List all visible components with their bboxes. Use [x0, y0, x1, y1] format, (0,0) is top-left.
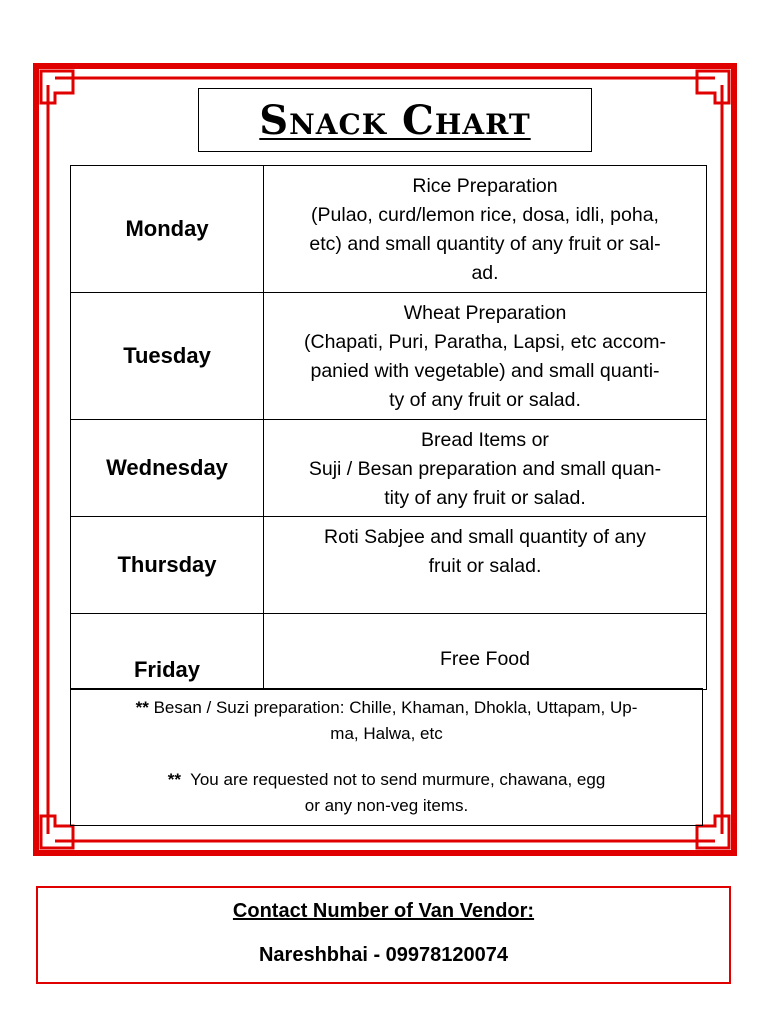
meal-cell — [264, 420, 707, 517]
day-cell: Friday — [71, 614, 264, 690]
meal-line: ad. — [471, 262, 499, 284]
contact-box — [36, 886, 731, 984]
meal-line: tity of any fruit or salad. — [384, 487, 586, 509]
note-text: You are requested not to send murmure, chawana, egg — [190, 770, 606, 789]
note-line: ma, Halwa, etc — [330, 724, 443, 743]
note-text: Besan / Suzi preparation: Chille, Khaman, Dhokla, Uttapam, Up- — [153, 698, 638, 717]
contact-person: Nareshbhai - 09978120074 — [258, 944, 509, 966]
meal-cell — [264, 517, 707, 614]
day-cell: Tuesday — [71, 293, 264, 420]
snack-schedule-table — [70, 165, 707, 690]
day-cell: Monday — [71, 166, 264, 293]
meal-cell — [264, 293, 707, 420]
meal-cell — [264, 166, 707, 293]
day-cell: Thursday — [71, 517, 264, 614]
meal-line: Roti Sabjee and small quantity of any — [324, 526, 646, 548]
meal-line: (Pulao, curd/lemon rice, dosa, idli, poha, — [311, 204, 659, 226]
table-row — [71, 420, 707, 517]
table-row — [71, 614, 707, 690]
meal-line: Bread Items or — [421, 429, 549, 451]
day-cell: Wednesday — [71, 420, 264, 517]
table-row — [71, 166, 707, 293]
meal-cell — [264, 614, 707, 690]
table-row — [71, 293, 707, 420]
note-line: or any non-veg items. — [304, 796, 469, 815]
note-line — [71, 767, 702, 793]
notes-box — [70, 688, 703, 826]
note-marker: ** — [135, 698, 149, 717]
contact-label: Contact Number of Van Vendor: — [232, 900, 535, 922]
meal-line: Rice Preparation — [412, 175, 558, 197]
meal-line: ty of any fruit or salad. — [389, 389, 581, 411]
meal-line: fruit or salad. — [428, 555, 542, 577]
meal-line: panied with vegetable) and small quanti- — [310, 360, 660, 382]
meal-line: Wheat Preparation — [403, 302, 567, 324]
table-row — [71, 517, 707, 614]
page-title: Snack Chart — [259, 96, 531, 144]
meal-line: Free Food — [440, 648, 530, 670]
note-marker: ** — [167, 770, 181, 789]
title-box — [198, 88, 592, 152]
meal-line: (Chapati, Puri, Paratha, Lapsi, etc accom- — [304, 331, 666, 353]
meal-line: Suji / Besan preparation and small quan- — [308, 458, 662, 480]
meal-line: etc) and small quantity of any fruit or sal- — [309, 233, 661, 255]
note-line — [71, 695, 702, 721]
